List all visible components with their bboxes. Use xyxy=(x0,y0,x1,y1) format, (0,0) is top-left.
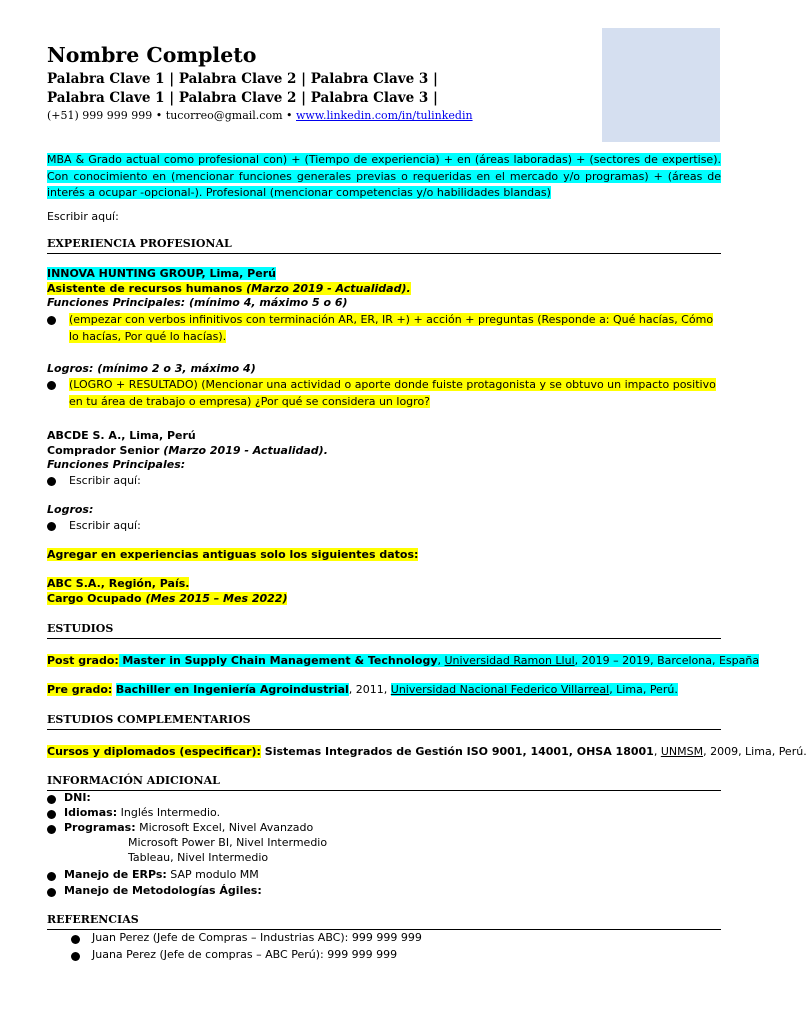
old-company: ABC S.A., Región, País. xyxy=(47,577,190,590)
info-languages: Idiomas: Inglés Intermedio. xyxy=(47,806,220,819)
job1-functions-label: Funciones Principales: (mínimo 4, máximo 5 o 6) xyxy=(47,296,348,309)
job1-function-item: (empezar con verbos infinitivos con terminación AR, ER, IR +) + acción + preguntas (Responde a: Qué hacías, Cómo lo hacías, Por qué lo hacías). xyxy=(47,311,721,345)
section-complementary-title: ESTUDIOS COMPLEMENTARIOS xyxy=(47,713,721,730)
info-agile: Manejo de Metodologías Ágiles: xyxy=(47,884,262,897)
email: tucorreo@gmail.com xyxy=(165,109,283,122)
job2-achievement-item: Escribir aquí: xyxy=(47,517,721,534)
bullet-icon xyxy=(47,316,56,325)
separator: • xyxy=(155,109,163,122)
bullet-icon xyxy=(47,381,56,390)
postgrad-university: Universidad Ramon Llul xyxy=(444,654,575,667)
postgrad-label: Post grado: xyxy=(47,654,119,667)
course-name: Sistemas Integrados de Gestión ISO 9001, 14001, OHSA 18001 xyxy=(260,745,654,758)
reference-item: Juan Perez (Jefe de Compras – Industrias ABC): 999 999 999 xyxy=(71,931,422,944)
info-dni: DNI: xyxy=(47,791,91,804)
full-name: Nombre Completo xyxy=(47,43,257,67)
reference-item: Juana Perez (Jefe de compras – ABC Perú): 999 999 999 xyxy=(71,948,397,961)
section-experience-title: EXPERIENCIA PROFESIONAL xyxy=(47,237,721,254)
old-role: Cargo Ocupado (Mes 2015 – Mes 2022) xyxy=(47,592,288,605)
contact-line xyxy=(47,109,473,122)
bullet-icon xyxy=(47,522,56,531)
old-dates: (Mes 2015 – Mes 2022) xyxy=(145,592,288,605)
job1-dates: (Marzo 2019 - Actualidad). xyxy=(246,282,411,295)
bullet-icon xyxy=(47,825,56,834)
bullet-icon xyxy=(47,795,56,804)
postgrad-line: Post grado: Master in Supply Chain Management & Technology, Universidad Ramon Llul, 2019 – 2019, Barcelona, España xyxy=(47,654,760,667)
bullet-icon xyxy=(47,888,56,897)
job1-role: Asistente de recursos humanos (Marzo 2019 - Actualidad). xyxy=(47,282,411,295)
profile-summary xyxy=(47,152,721,202)
write-here: Escribir aquí: xyxy=(47,210,119,223)
job1-achievement-item: (LOGRO + RESULTADO) (Mencionar una actividad o aporte donde fuiste protagonista y se obtuvo un impacto positivo en tu área de trabajo o empresa) ¿Por qué se considera un logro? xyxy=(47,376,721,410)
job2-functions-label: Funciones Principales: xyxy=(47,458,186,471)
job2-achievements-label: Logros: xyxy=(47,503,94,516)
info-programs: Programas: Microsoft Excel, Nivel Avanzado xyxy=(47,821,313,834)
job2-dates: (Marzo 2019 - Actualidad). xyxy=(163,444,328,457)
job2-company: ABCDE S. A., Lima, Perú xyxy=(47,429,196,442)
job2-role: Comprador Senior (Marzo 2019 - Actualidad). xyxy=(47,444,328,457)
undergrad-line: Pre grado: Bachiller en Ingeniería Agroindustrial, 2011, Universidad Nacional Federico Villarreal, Lima, Perú. xyxy=(47,683,678,696)
postgrad-degree: Master in Supply Chain Management & Technology xyxy=(122,654,438,667)
keywords-line-2: Palabra Clave 1 | Palabra Clave 2 | Palabra Clave 3 | xyxy=(47,90,438,106)
info-program-3: Tableau, Nivel Intermedio xyxy=(128,851,269,864)
info-program-2: Microsoft Power BI, Nivel Intermedio xyxy=(128,836,328,849)
bullet-icon xyxy=(71,935,80,944)
linkedin-link[interactable]: www.linkedin.com/in/tulinkedin xyxy=(296,109,473,122)
keywords-line-1: Palabra Clave 1 | Palabra Clave 2 | Palabra Clave 3 | xyxy=(47,71,438,87)
section-education-title: ESTUDIOS xyxy=(47,622,721,639)
bullet-icon xyxy=(47,872,56,881)
undergrad-degree: Bachiller en Ingeniería Agroindustrial xyxy=(115,683,349,696)
section-references-title: REFERENCIAS xyxy=(47,913,721,930)
bullet-icon xyxy=(47,810,56,819)
section-additional-title: INFORMACIÓN ADICIONAL xyxy=(47,774,721,791)
course-institution: UNMSM xyxy=(660,745,704,758)
undergrad-label: Pre grado: xyxy=(47,683,113,696)
bullet-icon xyxy=(47,477,56,486)
separator: • xyxy=(286,109,293,122)
summary-text: MBA & Grado actual como profesional con) + (Tiempo de experiencia) + en (áreas laboradas) + (sectores de expertise). Con conocimiento en (mencionar funciones generales previas o requeridas en el mercado y/o programas) + (áreas de interés a ocupar -opcional-). Profesional (mencionar competencias y/o habilidades blandas) xyxy=(47,153,721,199)
bullet-icon xyxy=(71,952,80,961)
undergrad-university: Universidad Nacional Federico Villarreal xyxy=(390,683,610,696)
photo-placeholder xyxy=(602,28,720,142)
course-line: Cursos y diplomados (especificar): Sistemas Integrados de Gestión ISO 9001, 14001, OHSA 18001, UNMSM, 2009, Lima, Perú. xyxy=(47,745,807,758)
info-erp: Manejo de ERPs: SAP modulo MM xyxy=(47,868,259,881)
job2-function-item: Escribir aquí: xyxy=(47,472,721,489)
course-label: Cursos y diplomados (especificar): xyxy=(47,745,261,758)
job1-company: INNOVA HUNTING GROUP, Lima, Perú xyxy=(47,267,276,280)
job1-achievements-label: Logros: (mínimo 2 o 3, máximo 4) xyxy=(47,362,256,375)
phone: (+51) 999 999 999 xyxy=(47,109,153,122)
old-experience-note: Agregar en experiencias antiguas solo los siguientes datos: xyxy=(47,548,419,561)
